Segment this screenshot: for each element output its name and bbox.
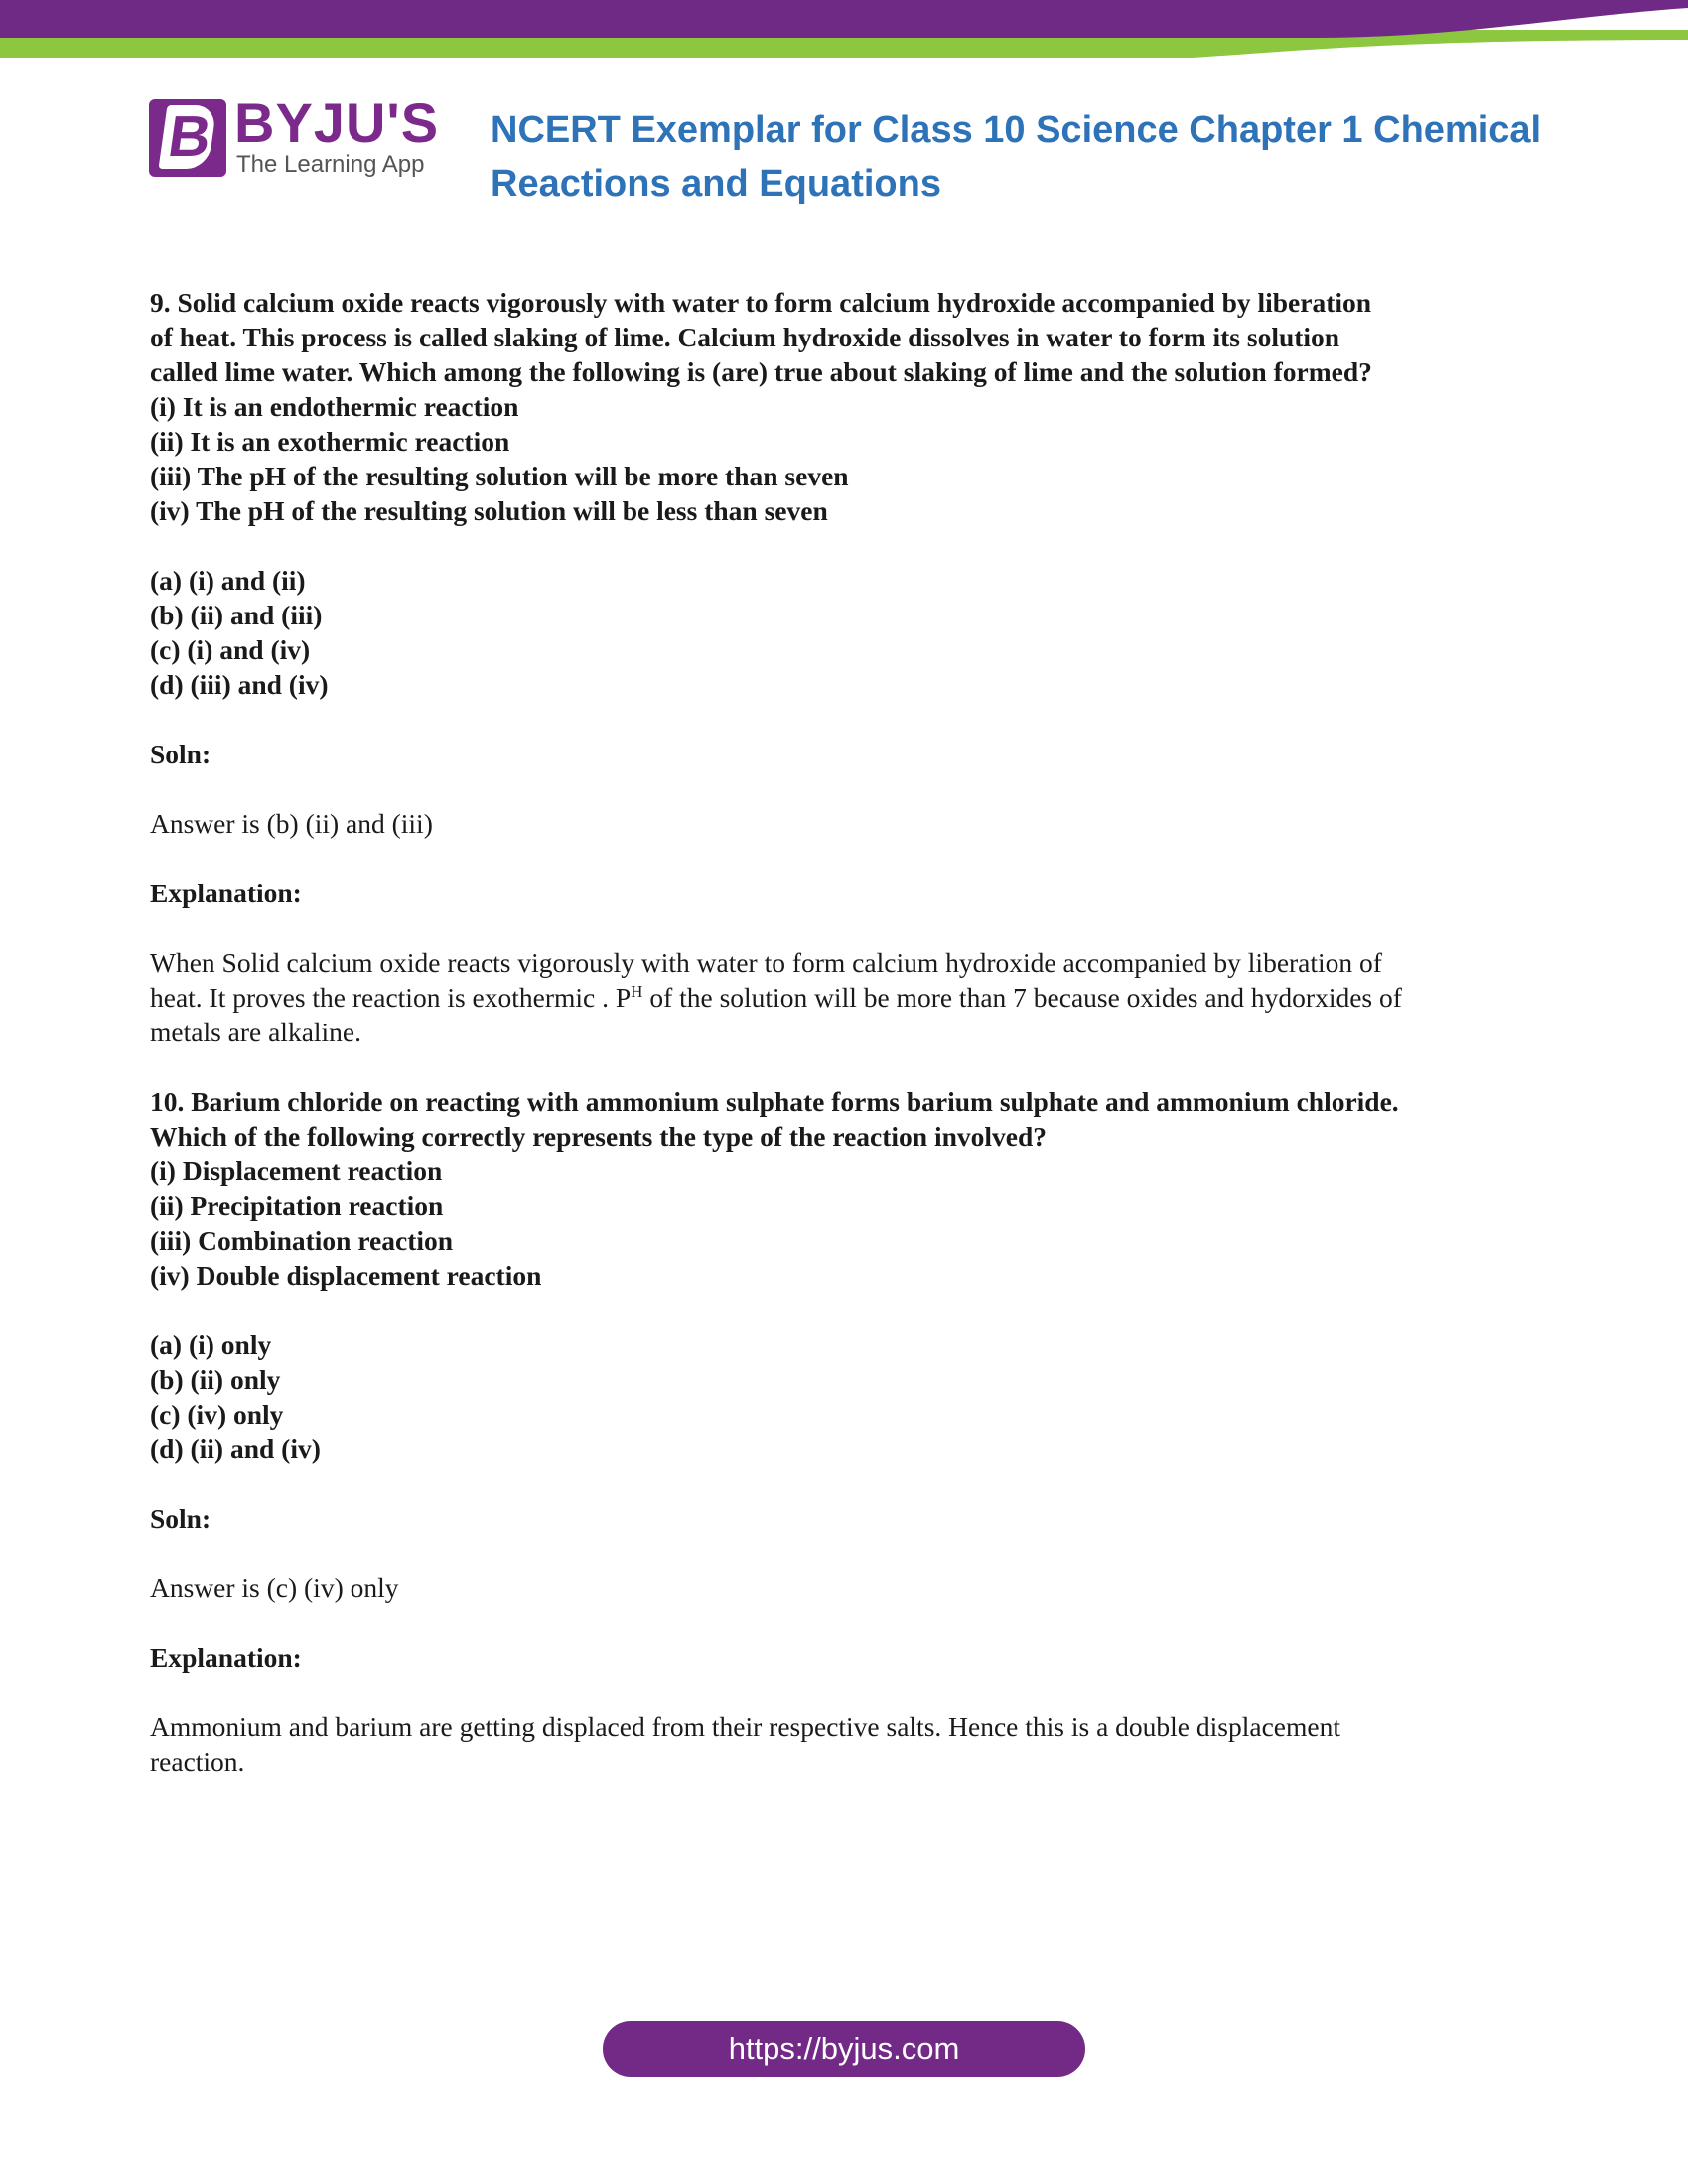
q9-statement: (ii) It is an exothermic reaction	[150, 426, 510, 457]
document-title-line-2: Reactions and Equations	[491, 163, 941, 205]
q10-soln-label: Soln:	[150, 1503, 211, 1534]
q10-statement: (ii) Precipitation reaction	[150, 1190, 444, 1221]
q10-answer: Answer is (c) (iv) only	[150, 1572, 399, 1603]
document-title	[491, 103, 1603, 210]
footer-url-link[interactable]: https://byjus.com	[603, 2021, 1085, 2077]
q9-explanation-line: heat. It proves the reaction is exothermic . $P^H$ of the solution will be more than 7 because oxides and hydorxides of	[150, 981, 1402, 1013]
q10-option: (c) (iv) only	[150, 1399, 284, 1430]
q9-question-line: of heat. This process is called slaking of lime. Calcium hydroxide dissolves in water to form its solution	[150, 322, 1340, 352]
q9-option: (b) (ii) and (iii)	[150, 600, 323, 630]
byjus-logo	[149, 91, 440, 181]
q10-question-line: Which of the following correctly represents the type of the reaction involved?	[150, 1121, 1048, 1152]
q9-question-line: called lime water. Which among the following is (are) true about slaking of lime and the solution formed?	[150, 356, 1372, 387]
q9-explanation-line: metals are alkaline.	[150, 1017, 362, 1047]
q10-option: (d) (ii) and (iv)	[150, 1433, 321, 1464]
q9-explanation-label: Explanation:	[150, 878, 302, 908]
logo-tagline: The Learning App	[236, 151, 425, 178]
document-body	[150, 285, 1550, 1779]
byjus-logo-mark: B	[149, 99, 226, 177]
document-title-line-1: NCERT Exemplar for Class 10 Science Chapter 1 Chemical	[491, 109, 1542, 151]
q9-soln-label: Soln:	[150, 739, 211, 769]
q10-statement: (i) Displacement reaction	[150, 1156, 443, 1186]
top-decorative-band	[0, 0, 1688, 62]
q9-statement: (i) It is an endothermic reaction	[150, 391, 519, 422]
q9-option: (d) (iii) and (iv)	[150, 669, 329, 700]
ph-superscript: H	[631, 981, 643, 1001]
q10-statement: (iv) Double displacement reaction	[150, 1260, 542, 1291]
q9-option: (c) (i) and (iv)	[150, 634, 311, 665]
q9-answer: Answer is (b) (ii) and (iii)	[150, 808, 433, 839]
q10-option: (a) (i) only	[150, 1329, 272, 1360]
q9-explanation-line: When Solid calcium oxide reacts vigorously with water to form calcium hydroxide accompanied by liberation of	[150, 947, 1382, 978]
logo-name: BYJU'S	[234, 91, 440, 154]
q10-explanation-line: Ammonium and barium are getting displaced from their respective salts. Hence this is a double displacement	[150, 1711, 1340, 1742]
q10-explanation-label: Explanation:	[150, 1642, 302, 1673]
q9-option: (a) (i) and (ii)	[150, 565, 306, 596]
q10-option: (b) (ii) only	[150, 1364, 281, 1395]
q9-question-line: 9. Solid calcium oxide reacts vigorously with water to form calcium hydroxide accompanied by liberation	[150, 287, 1372, 318]
q9-statement: (iv) The pH of the resulting solution will be less than seven	[150, 495, 828, 526]
q10-statement: (iii) Combination reaction	[150, 1225, 454, 1256]
q10-question-line: 10. Barium chloride on reacting with ammonium sulphate forms barium sulphate and ammonium chloride.	[150, 1086, 1399, 1117]
q9-statement: (iii) The pH of the resulting solution will be more than seven	[150, 461, 849, 491]
q10-explanation-line: reaction.	[150, 1746, 245, 1777]
